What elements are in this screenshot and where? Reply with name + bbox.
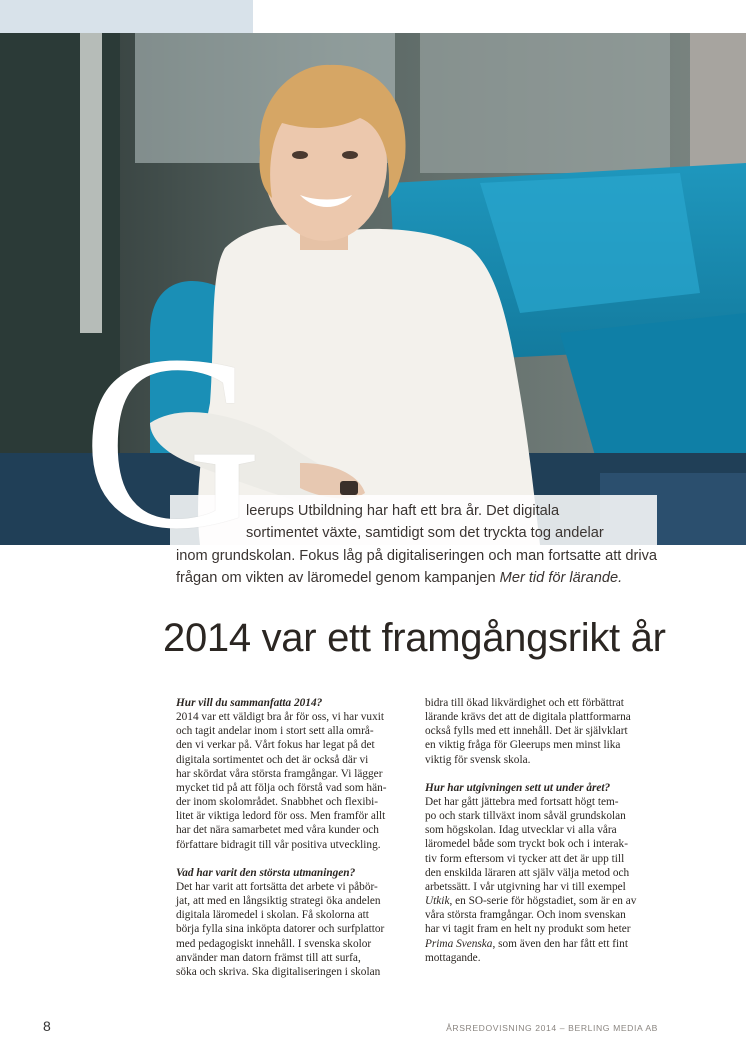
- article-column-left: [176, 696, 412, 979]
- answer-2-line: med pedagogiskt innehåll. I svenska skolor: [176, 937, 372, 950]
- paragraph-gap: [176, 852, 412, 866]
- product-name-utkik: Utkik: [425, 895, 450, 908]
- answer-1-line: 2014 var ett väldigt bra år för oss, vi har vuxit: [176, 711, 384, 724]
- question-1: Hur vill du sammanfatta 2014?: [176, 697, 323, 709]
- answer-1-line: och tagit andelar inom i stort sett alla områ-: [176, 725, 374, 738]
- answer-1-line: der inom skolområdet. Snabbhet och flexibi-: [176, 796, 379, 809]
- answer-1-line: litet är viktiga ledord för oss. Men framför allt: [176, 810, 386, 823]
- answer-3-text: , som även den har fått ett fint: [492, 937, 628, 950]
- answer-1: [176, 710, 412, 852]
- answer-3-line: [425, 937, 661, 951]
- answer-3-line: mottagande.: [425, 951, 481, 964]
- answer-1-line: digitala sortimentet och det är också där vi: [176, 753, 369, 766]
- lead-paragraph: [176, 500, 656, 589]
- page-number: 8: [43, 1018, 51, 1034]
- answer-2-line: viktig för svensk skola.: [425, 753, 531, 766]
- top-color-tab: [0, 0, 253, 33]
- answer-1-line: författare bidragit till vår positiva utveckling.: [176, 838, 381, 851]
- question-2: Vad har varit den största utmaningen?: [176, 866, 356, 879]
- answer-2-line: söka och skriva. Ska digitaliseringen i skolan: [176, 965, 381, 978]
- answer-2-line: Det har varit att fortsätta det arbete vi påbör-: [176, 880, 378, 893]
- answer-3: [425, 795, 661, 965]
- paragraph-gap: [425, 767, 661, 781]
- answer-3-line: som högskolan. Idag utvecklar vi alla våra: [425, 824, 617, 837]
- answer-2: [176, 880, 412, 979]
- answer-2-line: använder man datorn främst till att surfa,: [176, 951, 361, 964]
- lead-line-3: inom grundskolan. Fokus låg på digitaliseringen och man fortsatte att driva: [176, 547, 658, 564]
- answer-2-line: lärande krävs det att de digitala plattformarna: [425, 711, 631, 724]
- answer-1-line: har skördat våra största framgångar. Vi lägger: [176, 767, 383, 780]
- answer-2-line: börja fylla sina inköpta datorer och surfplattor: [176, 923, 385, 936]
- answer-3-line: po och stark tillväxt inom såväl grundskolan: [425, 810, 626, 823]
- answer-3-line: läromedel både som tryckt bok och i interak-: [425, 838, 628, 851]
- article-headline: 2014 var ett framgångsrikt år: [163, 616, 666, 660]
- answer-1-line: mycket tid på att följa och förstå vad som hän-: [176, 781, 387, 794]
- answer-3-line: har vi tagit fram en helt ny produkt som heter: [425, 923, 631, 936]
- answer-3-text: , en SO-serie för högstadiet, som är en av: [449, 895, 637, 908]
- answer-3-line: [425, 894, 661, 908]
- answer-2-line: jat, att med en långsiktig strategi öka andelen: [176, 895, 381, 908]
- running-footer: ÅRSREDOVISNING 2014 – BERLING MEDIA AB: [446, 1023, 658, 1033]
- drop-cap-letter: G: [82, 304, 263, 581]
- answer-3-line: arbetssätt. I vår utgivning har vi till exempel: [425, 880, 626, 893]
- answer-1-line: har det nära samarbetet med våra kunder och: [176, 824, 379, 837]
- answer-1-line: den vi verkar på. Vårt fokus har legat på det: [176, 739, 375, 752]
- question-3: Hur har utgivningen sett ut under året?: [425, 781, 611, 794]
- article-column-right: [425, 696, 661, 965]
- answer-3-line: den enskilda läraren att själv välja metod och: [425, 866, 630, 879]
- campaign-name: Mer tid för lärande.: [499, 569, 623, 586]
- lead-line-4: [176, 567, 656, 589]
- answer-2-line: också fylls med ett innehåll. Det är självklart: [425, 725, 628, 738]
- lead-line-2: sortimentet växte, samtidigt som det tryckta tog andelar: [246, 525, 604, 542]
- answer-2-line: en viktig fråga för Gleerups men minst lika: [425, 739, 621, 752]
- product-name-prima-svenska: Prima Svenska: [425, 937, 493, 950]
- answer-3-line: våra största framgångar. Och inom svenskan: [425, 909, 626, 922]
- answer-2-continued: [425, 696, 661, 767]
- answer-2-line: digitala läromedel i skolan. Få skolorna att: [176, 909, 369, 922]
- lead-line-1: leerups Utbildning har haft ett bra år. Det digitala: [246, 503, 560, 519]
- lead-line-4-text: frågan om vikten av läromedel genom kampanjen: [176, 569, 500, 586]
- answer-2-line: bidra till ökad likvärdighet och ett förbättrat: [425, 697, 624, 709]
- answer-3-line: Det har gått jättebra med fortsatt högt tem-: [425, 795, 619, 808]
- answer-3-line: tiv form eftersom vi tycker att det är upp till: [425, 852, 625, 865]
